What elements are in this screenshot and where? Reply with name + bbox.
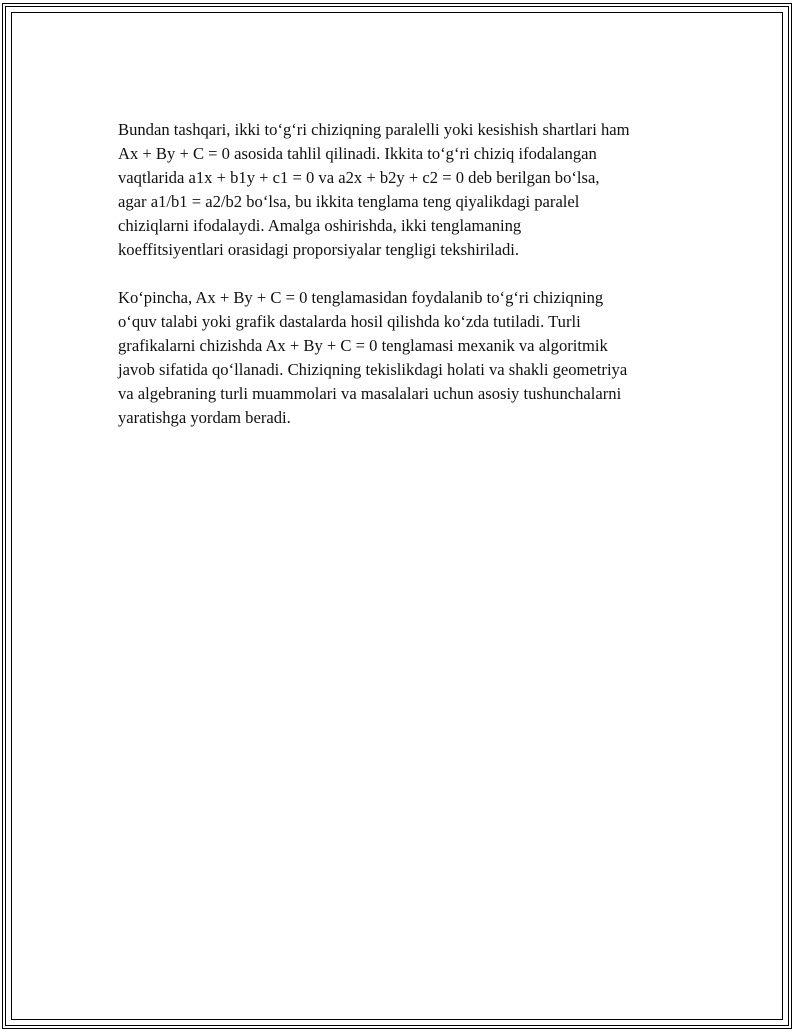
text-line: agar a1/b1 = a2/b2 bo‘lsa, bu ikkita tenglama teng qiyalikdagi paralel — [118, 192, 580, 211]
text-line: yaratishga yordam beradi. — [118, 408, 291, 427]
text-line: Bundan tashqari, ikki to‘g‘ri chiziqning paralelli yoki kesishish shartlari ham — [118, 120, 630, 139]
text-line: vaqtlarida a1x + b1y + c1 = 0 va a2x + b2y + c2 = 0 deb berilgan bo‘lsa, — [118, 168, 600, 187]
text-line: chiziqlarni ifodalaydi. Amalga oshirishda, ikki tenglamaning — [118, 216, 522, 235]
paragraph-1 — [118, 118, 698, 262]
text-line: koeffitsiyentlari orasidagi proporsiyalar tengligi tekshiriladi. — [118, 240, 520, 259]
document-body — [118, 118, 698, 430]
paragraph-2 — [118, 286, 698, 430]
text-line: Ax + By + C = 0 asosida tahlil qilinadi. Ikkita to‘g‘ri chiziq ifodalangan — [118, 144, 597, 163]
text-line: o‘quv talabi yoki grafik dastalarda hosil qilishda ko‘zda tutiladi. Turli — [118, 312, 581, 331]
text-line: Ko‘pincha, Ax + By + C = 0 tenglamasidan foydalanib to‘g‘ri chiziqning — [118, 288, 604, 307]
text-line: javob sifatida qo‘llanadi. Chiziqning tekislikdagi holati va shakli geometriya — [118, 360, 628, 379]
text-line: grafikalarni chizishda Ax + By + C = 0 tenglamasi mexanik va algoritmik — [118, 336, 608, 355]
text-line: va algebraning turli muammolari va masalalari uchun asosiy tushunchalarni — [118, 384, 622, 403]
